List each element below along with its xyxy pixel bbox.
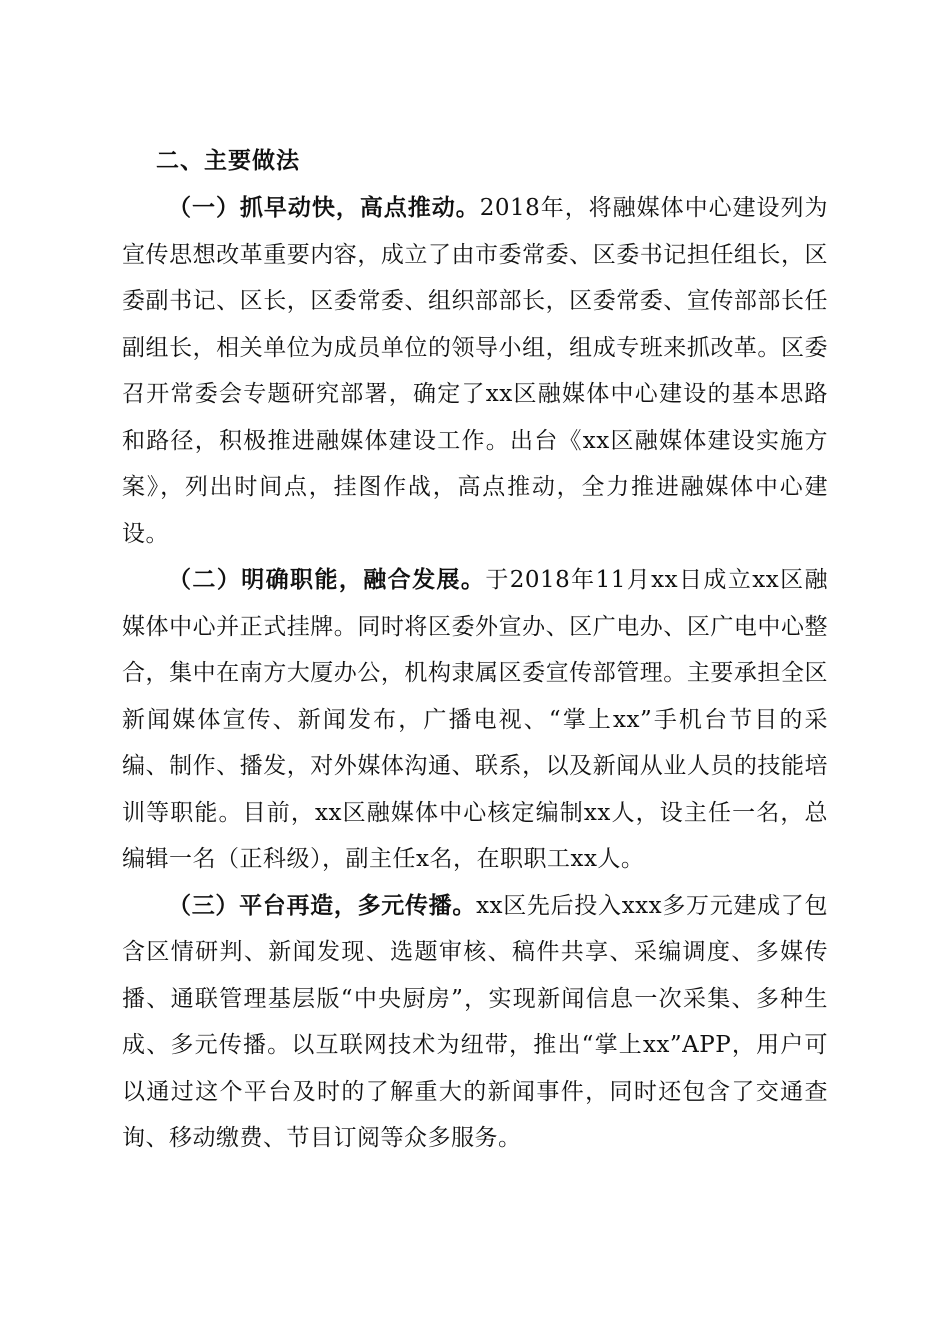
paragraph-1-lead: （一）抓早动快，高点推动。 (168, 195, 480, 221)
paragraph-2-lead: （二）明确职能，融合发展。 (168, 567, 486, 593)
paragraph-2 (122, 557, 828, 883)
paragraph-1 (122, 185, 828, 557)
paragraph-2-body: 于2018年11月xx日成立xx区融媒体中心并正式挂牌。同时将区委外宣办、区广电办、区广电中心整合，集中在南方大厦办公，机构隶属区委宣传部管理。主要承担全区新闻媒体宣传、新闻发布，广播电视、“掌上xx”手机台节目的采编、制作、播发，对外媒体沟通、联系，以及新闻从业人员的技能培训等职能。目前，xx区融媒体中心核定编制xx人，设主任一名，总编辑一名（正科级），副主任x名，在职职工xx人。 (122, 567, 829, 872)
document-page (122, 138, 828, 1162)
paragraph-1-body: 2018年，将融媒体中心建设列为宣传思想改革重要内容，成立了由市委常委、区委书记担任组长，区委副书记、区长，区委常委、组织部部长，区委常委、宣传部部长任副组长，相关单位为成员单位的领导小组，组成专班来抓改革。区委召开常委会专题研究部署，确定了xx区融媒体中心建设的基本思路和路径，积极推进融媒体建设工作。出台《xx区融媒体建设实施方案》，列出时间点，挂图作战，高点推动，全力推进融媒体中心建设。 (122, 195, 828, 547)
paragraph-3-body: xx区先后投入xxx多万元建成了包含区情研判、新闻发现、选题审核、稿件共享、采编调度、多媒传播、通联管理基层版“中央厨房”，实现新闻信息一次采集、多种生成、多元传播。以互联网技术为纽带，推出“掌上xx”APP，用户可以通过这个平台及时的了解重大的新闻事件，同时还包含了交通查询、移动缴费、节目订阅等众多服务。 (122, 892, 829, 1151)
paragraph-3-lead: （三）平台再造，多元传播。 (168, 892, 477, 919)
paragraph-3 (122, 883, 828, 1162)
section-heading: 二、主要做法 (156, 148, 300, 174)
